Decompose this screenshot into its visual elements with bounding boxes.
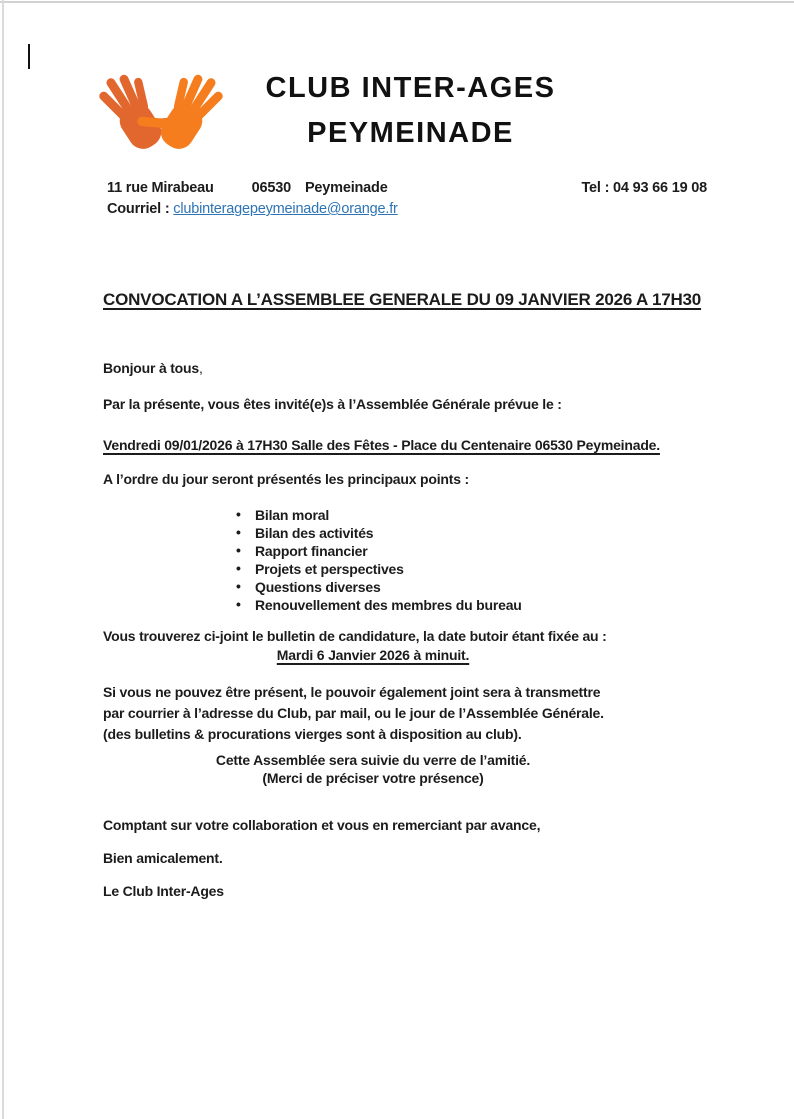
- proxy-line: (des bulletins & procurations vierges sont à disposition au club).: [103, 726, 522, 742]
- club-title-line1: CLUB INTER-AGES: [265, 72, 556, 104]
- deadline-block: [103, 627, 707, 665]
- email-label: Courriel :: [107, 201, 170, 217]
- closing-notes: [103, 751, 643, 787]
- club-title-line2: PEYMEINADE: [307, 117, 514, 149]
- deadline-date: Mardi 6 Janvier 2026 à minuit.: [276, 647, 470, 663]
- address-postal: 06530: [251, 180, 291, 196]
- cupped-hands-icon: [92, 62, 230, 164]
- bullet-icon: •: [236, 596, 241, 612]
- agenda-item: • Rapport financier: [236, 542, 368, 559]
- thanks-line: Comptant sur votre collaboration et vous en remerciant par avance,: [103, 817, 541, 833]
- proxy-line: Si vous ne pouvez être présent, le pouvoir également joint sera à transmettre: [103, 684, 601, 700]
- bullet-icon: •: [236, 578, 241, 594]
- agenda-item: • Renouvellement des membres du bureau: [236, 596, 522, 613]
- convocation-heading: CONVOCATION A L’ASSEMBLEE GENERALE DU 09 JANVIER 2026 A 17H30: [103, 290, 702, 309]
- signature-line: Le Club Inter-Ages: [103, 883, 224, 899]
- deadline-intro: Vous trouverez ci-joint le bulletin de candidature, la date butoir étant fixée au :: [103, 628, 607, 644]
- address-street: 11 rue Mirabeau: [107, 180, 214, 196]
- bullet-icon: •: [236, 524, 241, 540]
- address-city: Peymeinade: [304, 180, 388, 196]
- page-edge-top: [0, 1, 794, 3]
- page-edge-left: [2, 0, 4, 1119]
- event-date-line: Vendredi 09/01/2026 à 17H30 Salle des Fêtes - Place du Centenaire 06530 Peymeinade.: [103, 437, 660, 453]
- agenda-item: • Projets et perspectives: [236, 560, 404, 577]
- bullet-icon: •: [236, 542, 241, 558]
- email-link[interactable]: clubinteragepeymeinade@orange.fr: [173, 201, 398, 217]
- letter-body: [103, 290, 707, 902]
- closing-note-1: Cette Assemblée sera suivie du verre de l’amitié.: [215, 752, 531, 768]
- text-cursor: [28, 44, 30, 69]
- intro-paragraph: Par la présente, vous êtes invité(e)s à l’Assemblée Générale prévue le :: [103, 396, 562, 412]
- email-line: [107, 199, 707, 219]
- address-line: [107, 178, 388, 198]
- bullet-icon: •: [236, 506, 241, 522]
- agenda-item: • Bilan moral: [236, 506, 330, 523]
- bullet-icon: •: [236, 560, 241, 576]
- agenda-item: • Questions diverses: [236, 578, 381, 595]
- agenda-item: • Bilan des activités: [236, 524, 374, 541]
- regards-line: Bien amicalement.: [103, 850, 223, 866]
- agenda-list: [103, 506, 707, 614]
- header-contact-info: [107, 178, 707, 219]
- proxy-paragraph: [103, 682, 707, 745]
- greeting: Bonjour à tous,: [103, 360, 203, 376]
- proxy-line: par courrier à l’adresse du Club, par mail, ou le jour de l’Assemblée Générale.: [103, 705, 604, 721]
- club-title: [228, 66, 593, 156]
- agenda-intro: A l’ordre du jour seront présentés les principaux points :: [103, 471, 469, 487]
- closing-note-2: (Merci de préciser votre présence): [262, 770, 484, 786]
- phone-number: Tel : 04 93 66 19 08: [581, 180, 707, 196]
